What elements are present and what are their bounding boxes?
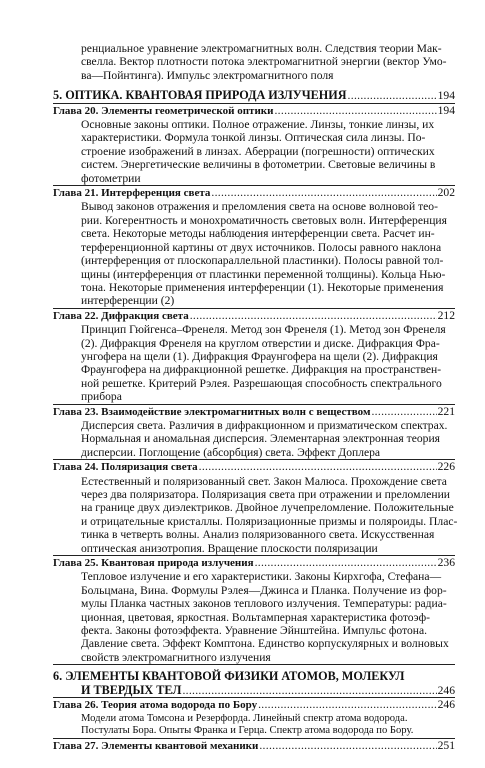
leader-dots	[211, 186, 436, 199]
description-line: Модели атома Томсона и Резерфорда. Линейный спектр атома водорода.	[81, 712, 408, 724]
description-line: терференционной картины от двух источников. Полосы равного наклона	[81, 240, 442, 254]
section-5-page: 194	[437, 89, 455, 103]
description-line: оптическая анизотропия. Вращение плоскости поляризации	[81, 541, 378, 555]
chapter-25-description	[81, 570, 455, 664]
chapter-23-page: 221	[437, 404, 455, 418]
chapter-22-page: 212	[437, 308, 455, 322]
description-line: света. Некоторые методы наблюдения интерференции света. Расчет ин-	[81, 227, 435, 241]
leader-dots	[255, 556, 437, 569]
description-line: Основные законы оптики. Полное отражение. Линзы, тонкие линзы, их	[81, 118, 435, 132]
description-line: ционная, цветовая, яркостная. Вольтамперная характеристика фотоэф-	[81, 610, 430, 624]
chapter-22-entry[interactable]	[53, 309, 455, 404]
description-line: (интерференция от плоскопараллельной пластинки). Полосы равной тол-	[81, 254, 444, 268]
leader-dots	[348, 89, 437, 102]
description-line: Фраунгофера на дифракционной решетке. Дифракция на пространствен-	[81, 363, 442, 377]
description-line: систем. Энергетические величины в фотометрии. Световые величины в	[81, 158, 436, 172]
chapter-19-description-tail	[81, 42, 455, 82]
leader-dots	[274, 104, 436, 117]
chapter-21-title[interactable]: Глава 21. Интерференция света	[53, 187, 211, 200]
section-6-title-line-2[interactable]: И ТВЕРДЫХ ТЕЛ	[81, 682, 182, 697]
chapter-27-page: 251	[437, 738, 455, 752]
chapter-24-page: 226	[437, 460, 455, 474]
section-6-page: 246	[437, 683, 455, 697]
chapter-20-entry[interactable]	[53, 104, 455, 185]
chapter-25-page: 236	[437, 556, 455, 570]
chapter-21-page: 202	[437, 186, 455, 200]
chapter-23-description	[81, 419, 455, 459]
description-line: унгофера на щели (1). Дифракция Фраунгофера на щели (2). Дифракция	[81, 349, 438, 363]
chapter-24-description	[81, 474, 458, 555]
chapter-27-title[interactable]: Глава 27. Элементы квантовой механики	[53, 739, 259, 752]
description-line: Давление света. Эффект Комптона. Единство корпускулярных и волновых	[81, 637, 449, 651]
description-line: ренциальное уравнение электромагнитных волн. Следствия теории Мак-	[81, 42, 442, 55]
description-line: дисперсии. Поглощение (абсорбция) света. Эффект Доплера	[81, 445, 381, 459]
description-line: Вывод законов отражения и преломления света на основе волновой тео-	[81, 200, 438, 214]
description-line: ва—Пойнтинга). Импульс электромагнитного поля	[81, 68, 334, 82]
description-line: тона. Некоторые применения интерференции (1). Некоторые применения	[81, 280, 444, 294]
leader-dots	[182, 684, 436, 697]
description-line: тинка в четверть волны. Анализ поляризованного света. Искусственная	[81, 528, 435, 542]
description-line: прибора	[81, 390, 122, 404]
description-line: Постулаты Бора. Опыты Франка и Герца. Спектр атома водорода по Бору.	[81, 725, 414, 737]
description-line: на границе двух диэлектриков. Двойное лучепреломление. Положительные	[81, 501, 454, 515]
description-line: интерференции (2)	[81, 294, 175, 308]
description-line: щины (интерференция от пластинки переменной толщины). Кольца Нью-	[81, 267, 446, 281]
chapter-20-title[interactable]: Глава 20. Элементы геометрической оптики	[53, 104, 274, 117]
description-line: ной решетке. Критерий Рэлея. Разрешающая способность спектрального	[81, 376, 442, 390]
chapter-24-title[interactable]: Глава 24. Поляризация света	[53, 461, 198, 474]
chapter-26-page: 246	[437, 698, 455, 712]
description-line: рии. Когерентность и монохроматичность световых волн. Интерференция	[81, 213, 447, 227]
description-line: фекта. Законы фотоэффекта. Уравнение Эйнштейна. Импульс фотона.	[81, 624, 428, 638]
chapter-24-entry[interactable]	[53, 460, 458, 555]
section-6-title-line-1[interactable]: 6. ЭЛЕМЕНТЫ КВАНТОВОЙ ФИЗИКИ АТОМОВ, МОЛЕКУЛ	[53, 669, 405, 684]
leader-dots	[259, 739, 436, 752]
description-line: характеристики. Формула тонкой линзы. Оптическая сила линзы. По-	[81, 131, 426, 145]
description-line: (2). Дифракция Френеля на круглом отверстии и диске. Дифракция Фра-	[81, 336, 440, 350]
description-line: Тепловое излучение и его характеристики. Законы Кирхгофа, Стефана—	[81, 570, 442, 584]
description-line: Принцип Гюйгенса–Френеля. Метод зон Френеля (1). Метод зон Френеля	[81, 323, 446, 337]
leader-dots	[199, 460, 437, 473]
chapter-22-title[interactable]: Глава 22. Дифракция света	[53, 309, 189, 322]
section-5-title[interactable]: 5. ОПТИКА. КВАНТОВАЯ ПРИРОДА ИЗЛУЧЕНИЯ	[53, 88, 347, 103]
description-line: Нормальная и аномальная дисперсия. Элементарная электронная теория	[81, 432, 440, 446]
chapter-25-entry[interactable]	[53, 556, 455, 664]
chapter-26-entry[interactable]	[53, 698, 455, 738]
leader-dots	[190, 309, 437, 322]
chapter-20-description	[81, 118, 455, 185]
chapter-rule	[53, 664, 455, 665]
chapter-26-description	[81, 713, 455, 738]
description-line: свойств электромагнитного излучения	[81, 650, 271, 664]
chapter-21-description	[81, 200, 455, 307]
chapter-21-entry[interactable]	[53, 186, 455, 308]
leader-dots	[258, 698, 437, 711]
leader-dots	[371, 405, 436, 418]
chapter-25-title[interactable]: Глава 25. Квантовая природа излучения	[53, 557, 254, 570]
description-line: мулы Планка частных законов теплового излучения. Температуры: радиа-	[81, 597, 447, 611]
chapter-27-entry[interactable]	[53, 739, 455, 753]
description-line: свелла. Вектор плотности потока электромагнитной энергии (вектор Умо-	[81, 55, 447, 69]
section-5-entry[interactable]	[53, 89, 455, 102]
description-line: Естественный и поляризованный свет. Закон Малюса. Прохождение света	[81, 474, 447, 488]
description-line: строение изображений в линзах. Аберрации (погрешности) оптических	[81, 144, 435, 158]
description-line: фотометрии	[81, 171, 141, 185]
description-line: через два поляризатора. Поляризация света при отражении и преломлении	[81, 488, 451, 501]
description-line: Больцмана, Вина. Формулы Рэлея—Джинса и Планка. Получение из фор-	[81, 583, 447, 597]
chapter-20-page: 194	[437, 103, 455, 117]
description-line: Дисперсия света. Различия в дифракционном и призматическом спектрах.	[81, 418, 448, 432]
chapter-23-title[interactable]: Глава 23. Взаимодействие электромагнитных волн с веществом	[53, 405, 371, 418]
chapter-22-description	[81, 323, 455, 403]
chapter-23-entry[interactable]	[53, 405, 455, 460]
chapter-26-title[interactable]: Глава 26. Теория атома водорода по Бору	[53, 699, 258, 712]
section-6-entry[interactable]	[53, 670, 455, 697]
description-line: и отрицательные кристаллы. Поляризационные призмы и поляроиды. Плас-	[81, 514, 458, 528]
